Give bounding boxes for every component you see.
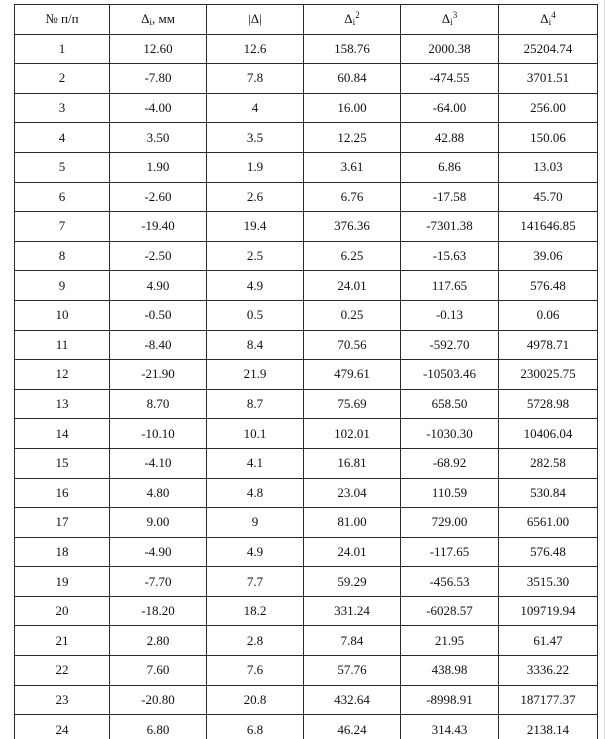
cell-delta-squared: 479.61: [304, 360, 401, 390]
cell-delta: -7.70: [110, 567, 207, 597]
table-row: [15, 271, 598, 301]
deviation-table: [14, 4, 598, 739]
cell-delta-squared: 59.29: [304, 567, 401, 597]
cell-abs-delta: 3.5: [207, 123, 304, 153]
table-row: [15, 241, 598, 271]
cell-delta-cubed: -17.58: [401, 182, 499, 212]
table-row: [15, 123, 598, 153]
cell-delta-fourth: 530.84: [499, 478, 598, 508]
cell-no: 15: [15, 448, 110, 478]
cell-no: 11: [15, 330, 110, 360]
cell-delta: 3.50: [110, 123, 207, 153]
cell-delta-squared: 60.84: [304, 64, 401, 94]
cell-delta-cubed: -1030.30: [401, 419, 499, 449]
cell-delta-cubed: 110.59: [401, 478, 499, 508]
cell-delta-fourth: 13.03: [499, 152, 598, 182]
cell-no: 22: [15, 656, 110, 686]
cell-abs-delta: 21.9: [207, 360, 304, 390]
cell-delta-fourth: 230025.75: [499, 360, 598, 390]
cell-abs-delta: 2.6: [207, 182, 304, 212]
cell-delta-fourth: 3515.30: [499, 567, 598, 597]
cell-delta-squared: 6.76: [304, 182, 401, 212]
cell-delta-fourth: 3336.22: [499, 656, 598, 686]
cell-delta-cubed: -64.00: [401, 93, 499, 123]
cell-delta-fourth: 61.47: [499, 626, 598, 656]
cell-no: 13: [15, 389, 110, 419]
cell-delta-fourth: 4978.71: [499, 330, 598, 360]
cell-delta: 4.80: [110, 478, 207, 508]
cell-delta: -0.50: [110, 300, 207, 330]
cell-abs-delta: 8.4: [207, 330, 304, 360]
cell-delta-cubed: -15.63: [401, 241, 499, 271]
cell-delta-fourth: 10406.04: [499, 419, 598, 449]
cell-delta-fourth: 109719.94: [499, 596, 598, 626]
cell-delta: -2.50: [110, 241, 207, 271]
cell-delta: -10.10: [110, 419, 207, 449]
cell-abs-delta: 0.5: [207, 300, 304, 330]
cell-delta-squared: 102.01: [304, 419, 401, 449]
cell-delta-cubed: -117.65: [401, 537, 499, 567]
table-row: [15, 182, 598, 212]
table-row: [15, 685, 598, 715]
cell-delta-fourth: 576.48: [499, 271, 598, 301]
cell-delta-squared: 7.84: [304, 626, 401, 656]
cell-no: 19: [15, 567, 110, 597]
cell-delta-fourth: 576.48: [499, 537, 598, 567]
cell-abs-delta: 18.2: [207, 596, 304, 626]
cell-delta-fourth: 187177.37: [499, 685, 598, 715]
cell-delta-squared: 70.56: [304, 330, 401, 360]
cell-delta-cubed: 6.86: [401, 152, 499, 182]
table-row: [15, 389, 598, 419]
cell-no: 18: [15, 537, 110, 567]
cell-delta-cubed: -592.70: [401, 330, 499, 360]
header-delta: $\Delta_i$, мм: [110, 5, 207, 35]
header-delta-squared: $\Delta_i^2$: [304, 5, 401, 35]
cell-delta-cubed: -0.13: [401, 300, 499, 330]
cell-delta-fourth: 6561.00: [499, 508, 598, 538]
table-row: [15, 656, 598, 686]
cell-delta-cubed: -7301.38: [401, 212, 499, 242]
cell-delta-cubed: 2000.38: [401, 34, 499, 64]
cell-no: 21: [15, 626, 110, 656]
table-row: [15, 212, 598, 242]
cell-delta-cubed: 658.50: [401, 389, 499, 419]
cell-abs-delta: 9: [207, 508, 304, 538]
table-row: [15, 596, 598, 626]
cell-delta: 8.70: [110, 389, 207, 419]
cell-delta: 9.00: [110, 508, 207, 538]
cell-abs-delta: 7.6: [207, 656, 304, 686]
cell-delta-squared: 16.00: [304, 93, 401, 123]
cell-no: 24: [15, 715, 110, 739]
cell-delta: -21.90: [110, 360, 207, 390]
cell-no: 3: [15, 93, 110, 123]
cell-delta-fourth: 256.00: [499, 93, 598, 123]
table-row: [15, 508, 598, 538]
cell-abs-delta: 4: [207, 93, 304, 123]
cell-delta: 2.80: [110, 626, 207, 656]
cell-abs-delta: 2.8: [207, 626, 304, 656]
cell-delta-cubed: 117.65: [401, 271, 499, 301]
cell-no: 23: [15, 685, 110, 715]
cell-no: 7: [15, 212, 110, 242]
cell-delta: 12.60: [110, 34, 207, 64]
cell-delta-squared: 12.25: [304, 123, 401, 153]
cell-delta: -7.80: [110, 64, 207, 94]
cell-delta-squared: 432.64: [304, 685, 401, 715]
cell-delta: 6.80: [110, 715, 207, 739]
cell-delta-fourth: 2138.14: [499, 715, 598, 739]
cell-abs-delta: 2.5: [207, 241, 304, 271]
cell-delta-squared: 24.01: [304, 271, 401, 301]
cell-delta-squared: 75.69: [304, 389, 401, 419]
cell-abs-delta: 20.8: [207, 685, 304, 715]
cell-delta-squared: 57.76: [304, 656, 401, 686]
header-delta-cubed: $\Delta_i^3$: [401, 5, 499, 35]
table-body: [15, 34, 598, 739]
cell-delta-fourth: 39.06: [499, 241, 598, 271]
table-row: [15, 626, 598, 656]
cell-delta-cubed: -68.92: [401, 448, 499, 478]
cell-abs-delta: 8.7: [207, 389, 304, 419]
cell-delta-cubed: -8998.91: [401, 685, 499, 715]
cell-delta: -4.00: [110, 93, 207, 123]
cell-delta-fourth: 150.06: [499, 123, 598, 153]
cell-delta-fourth: 25204.74: [499, 34, 598, 64]
header-delta-fourth: $\Delta_i^4$: [499, 5, 598, 35]
table-row: [15, 360, 598, 390]
table-row: [15, 93, 598, 123]
cell-delta-squared: 16.81: [304, 448, 401, 478]
cell-delta-cubed: -10503.46: [401, 360, 499, 390]
cell-delta-fourth: 3701.51: [499, 64, 598, 94]
cell-delta-squared: 23.04: [304, 478, 401, 508]
cell-no: 12: [15, 360, 110, 390]
cell-abs-delta: 6.8: [207, 715, 304, 739]
cell-delta-squared: 46.24: [304, 715, 401, 739]
cell-delta-squared: 81.00: [304, 508, 401, 538]
cell-no: 10: [15, 300, 110, 330]
table-row: [15, 478, 598, 508]
cell-delta: -20.80: [110, 685, 207, 715]
header-row: [15, 5, 598, 35]
cell-no: 9: [15, 271, 110, 301]
cell-delta-cubed: 729.00: [401, 508, 499, 538]
cell-delta: 7.60: [110, 656, 207, 686]
cell-abs-delta: 4.9: [207, 271, 304, 301]
cell-no: 6: [15, 182, 110, 212]
cell-abs-delta: 4.9: [207, 537, 304, 567]
cell-delta-squared: 6.25: [304, 241, 401, 271]
cell-delta-squared: 331.24: [304, 596, 401, 626]
table-row: [15, 448, 598, 478]
cell-no: 14: [15, 419, 110, 449]
cell-delta: -19.40: [110, 212, 207, 242]
table-row: [15, 300, 598, 330]
cell-delta-squared: 24.01: [304, 537, 401, 567]
cell-delta-cubed: 438.98: [401, 656, 499, 686]
cell-delta-squared: 0.25: [304, 300, 401, 330]
table-row: [15, 715, 598, 739]
cell-abs-delta: 1.9: [207, 152, 304, 182]
cell-delta-squared: 158.76: [304, 34, 401, 64]
cell-delta-fourth: 5728.98: [499, 389, 598, 419]
cell-delta-squared: 3.61: [304, 152, 401, 182]
cell-delta: -8.40: [110, 330, 207, 360]
cell-abs-delta: 7.8: [207, 64, 304, 94]
cell-abs-delta: 4.8: [207, 478, 304, 508]
cell-delta-squared: 376.36: [304, 212, 401, 242]
cell-abs-delta: 7.7: [207, 567, 304, 597]
cell-delta-fourth: 0.06: [499, 300, 598, 330]
cell-delta: 1.90: [110, 152, 207, 182]
table-row: [15, 34, 598, 64]
table-row: [15, 64, 598, 94]
cell-delta-fourth: 282.58: [499, 448, 598, 478]
table-row: [15, 537, 598, 567]
cell-no: 8: [15, 241, 110, 271]
cell-delta: -4.10: [110, 448, 207, 478]
cell-no: 2: [15, 64, 110, 94]
cell-abs-delta: 19.4: [207, 212, 304, 242]
cell-delta-cubed: 42.88: [401, 123, 499, 153]
cell-delta-cubed: -474.55: [401, 64, 499, 94]
cell-no: 1: [15, 34, 110, 64]
cell-abs-delta: 10.1: [207, 419, 304, 449]
cell-delta: -2.60: [110, 182, 207, 212]
cell-no: 17: [15, 508, 110, 538]
cell-delta-fourth: 141646.85: [499, 212, 598, 242]
table-row: [15, 330, 598, 360]
cell-delta-cubed: 21.95: [401, 626, 499, 656]
table-row: [15, 419, 598, 449]
cell-delta-cubed: 314.43: [401, 715, 499, 739]
cell-abs-delta: 12.6: [207, 34, 304, 64]
cell-no: 20: [15, 596, 110, 626]
cell-no: 16: [15, 478, 110, 508]
table-row: [15, 152, 598, 182]
cell-no: 4: [15, 123, 110, 153]
cell-delta: 4.90: [110, 271, 207, 301]
header-abs-delta: |Δ|: [207, 5, 304, 35]
cell-delta-fourth: 45.70: [499, 182, 598, 212]
cell-abs-delta: 4.1: [207, 448, 304, 478]
header-no: № п/п: [15, 5, 110, 35]
cell-delta: -18.20: [110, 596, 207, 626]
cell-no: 5: [15, 152, 110, 182]
cell-delta-cubed: -456.53: [401, 567, 499, 597]
cell-delta: -4.90: [110, 537, 207, 567]
table-row: [15, 567, 598, 597]
cell-delta-cubed: -6028.57: [401, 596, 499, 626]
